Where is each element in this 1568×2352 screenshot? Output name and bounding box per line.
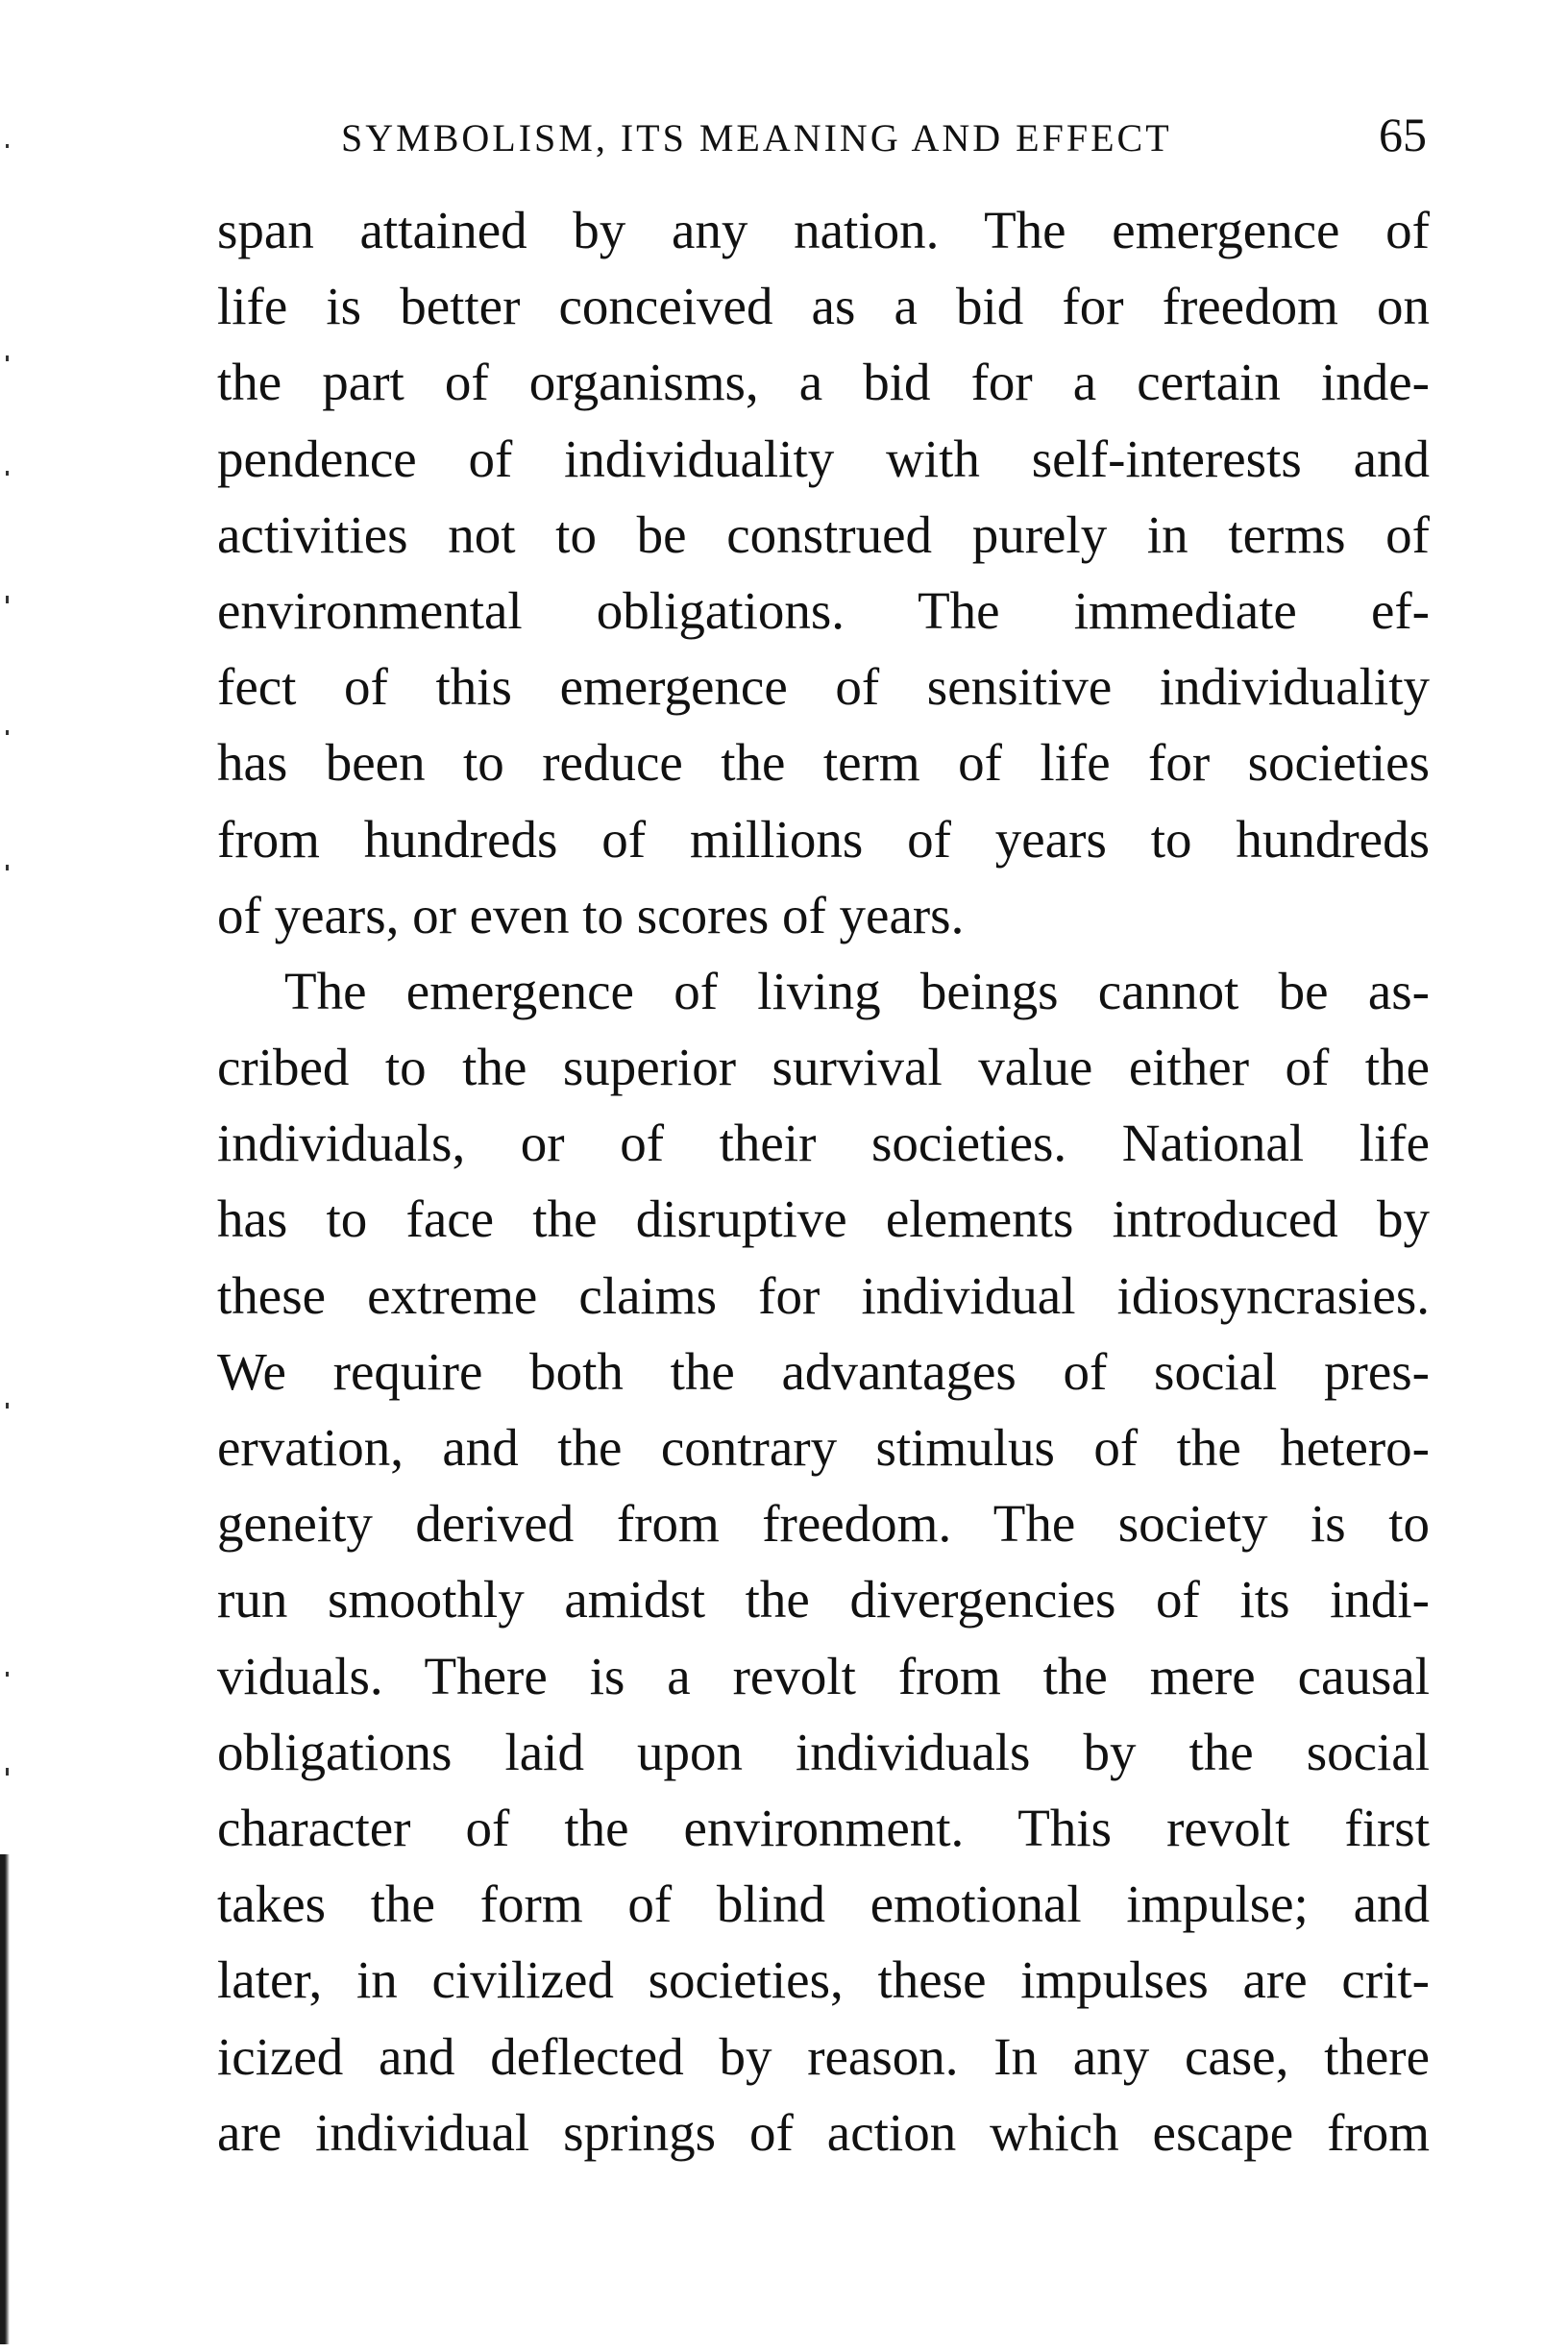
text-line: life is better conceived as a bid for freedom on bbox=[217, 277, 1430, 336]
margin-speck bbox=[6, 596, 9, 603]
text-line: later, in civilized societies, these impulses are crit- bbox=[217, 1950, 1430, 2010]
text-line: has been to reduce the term of life for societies bbox=[217, 733, 1430, 793]
text-line: viduals. There is a revolt from the mere causal bbox=[217, 1646, 1430, 1705]
running-head: SYMBOLISM, ITS MEANING AND EFFECT bbox=[341, 116, 1172, 159]
margin-speck bbox=[6, 471, 9, 476]
text-line: span attained by any nation. The emergence of bbox=[217, 201, 1430, 259]
paragraph bbox=[217, 953, 1430, 2170]
text-line: individuals, or of their societies. National life bbox=[217, 1114, 1430, 1173]
text-line: are individual springs of action which escape from bbox=[217, 2102, 1430, 2162]
margin-speck bbox=[6, 865, 9, 870]
page-header bbox=[341, 106, 1427, 167]
text-line: pendence of individuality with self-interests and bbox=[217, 429, 1430, 488]
text-line: from hundreds of millions of years to hundreds bbox=[217, 809, 1430, 869]
margin-speck bbox=[6, 1403, 9, 1409]
text-line: run smoothly amidst the divergencies of its indi- bbox=[217, 1570, 1430, 1629]
text-line: fect of this emergence of sensitive individuality bbox=[217, 657, 1430, 717]
text-line: the part of organisms, a bid for a certain inde- bbox=[217, 353, 1430, 412]
margin-speck bbox=[6, 355, 9, 361]
text-line: The emergence of living beings cannot be as- bbox=[284, 961, 1430, 1020]
page-number: 65 bbox=[1379, 108, 1427, 161]
text-line: activities not to be construed purely in terms of bbox=[217, 504, 1430, 564]
margin-speck bbox=[6, 1672, 9, 1677]
text-line: takes the form of blind emotional impulse; and bbox=[217, 1874, 1430, 1934]
text-line: these extreme claims for individual idiosyncrasies. bbox=[217, 1265, 1430, 1325]
margin-speck bbox=[6, 730, 9, 735]
margin-speck bbox=[6, 1768, 9, 1776]
text-line: We require both the advantages of social pres- bbox=[217, 1341, 1430, 1401]
text-line: ervation, and the contrary stimulus of the hetero- bbox=[217, 1418, 1430, 1477]
text-line: environmental obligations. The immediate ef- bbox=[217, 580, 1430, 640]
text-line: icized and deflected by reason. In any case, there bbox=[217, 2026, 1430, 2086]
text-line: of years, or even to scores of years. bbox=[217, 885, 965, 944]
text-line: has to face the disruptive elements introduced by bbox=[217, 1189, 1430, 1249]
paragraph bbox=[217, 192, 1430, 953]
text-line: character of the environment. This revolt first bbox=[217, 1798, 1430, 1857]
text-line: cribed to the superior survival value either of the bbox=[217, 1038, 1430, 1097]
text-line: geneity derived from freedom. The society is to bbox=[217, 1494, 1430, 1554]
text-line: obligations laid upon individuals by the social bbox=[217, 1722, 1430, 1781]
binding-edge bbox=[0, 1854, 10, 2344]
margin-speck bbox=[6, 144, 9, 148]
body-text bbox=[217, 192, 1430, 2170]
